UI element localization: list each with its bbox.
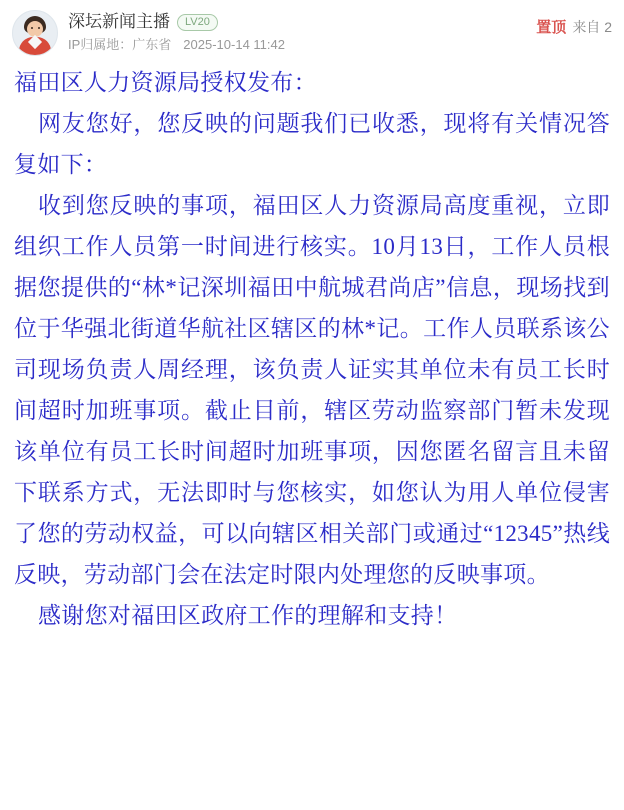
- post-paragraph-greeting: 网友您好，您反映的问题我们已收悉，现将有关情况答复如下：: [14, 111, 610, 177]
- post-timestamp: 2025-10-14 11:42: [183, 37, 285, 52]
- avatar[interactable]: [12, 10, 58, 56]
- source-label: 来自 2: [572, 19, 612, 35]
- author-name[interactable]: 深坛新闻主播: [68, 12, 170, 31]
- author-name-row: [68, 12, 285, 32]
- level-badge: LV20: [177, 14, 218, 31]
- pinned-badge: 置顶: [536, 19, 567, 36]
- author-info: [68, 10, 285, 53]
- post-body: [0, 56, 624, 636]
- avatar-eye-right-icon: [38, 27, 40, 29]
- post-header: [0, 0, 624, 56]
- post-paragraph-title: 福田区人力资源局授权发布：: [14, 70, 317, 95]
- post-meta-row: [68, 37, 285, 53]
- avatar-eye-left-icon: [31, 27, 33, 29]
- post-paragraph-main: 收到您反映的事项，福田区人力资源局高度重视，立即组织工作人员第一时间进行核实。10月13日，工作人员根据您提供的“林*记深圳福田中航城君尚店”信息，现场找到位于华强北街道华航社区辖区的林*记。工作人员联系该公司现场负责人周经理，该负责人证实其单位未有员工长时间超时加班事项。截止目前，辖区劳动监察部门暂未发现该单位有员工长时间超时加班事项，因您匿名留言且未留下联系方式，无法即时与您核实，如您认为用人单位侵害了您的劳动权益，可以向辖区相关部门或通过“12345”热线反映，劳动部门会在法定时限内处理您的反映事项。: [14, 193, 610, 587]
- post-paragraph-closing: 感谢您对福田区政府工作的理解和支持！: [38, 603, 458, 628]
- post-flags: [536, 16, 612, 37]
- ip-location: IP归属地：广东省: [68, 37, 172, 52]
